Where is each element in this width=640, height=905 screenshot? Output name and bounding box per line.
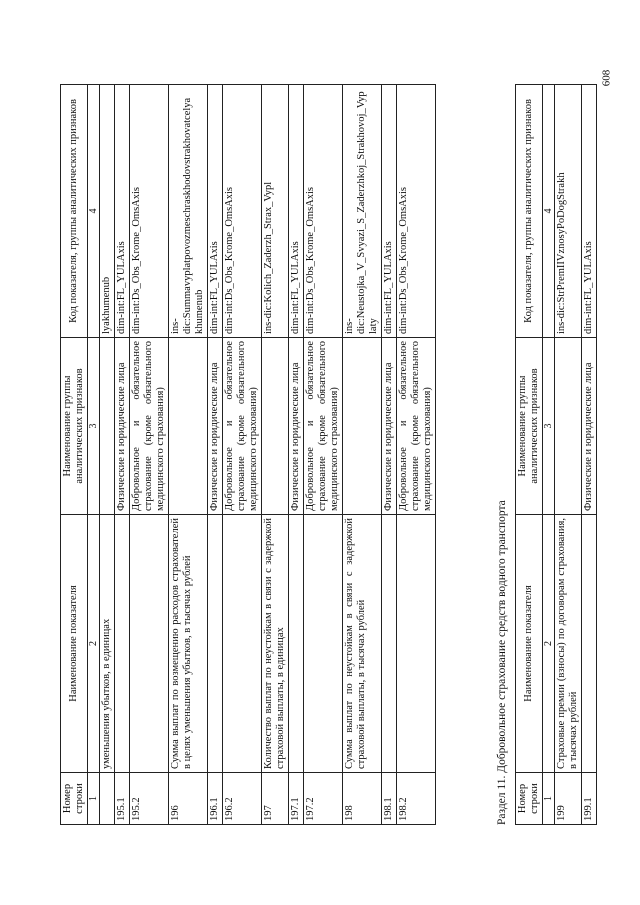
indicator-code: ins-dic:Kolich_Zaderzh_Strax_Vypl [262,85,289,338]
group-name: Добровольное и обязательное страхование (кроме обязательного медицинского страхования) [130,338,169,515]
indicator-name: уменьшения убытков, в единицах [100,515,115,773]
row-number: 196 [169,773,208,825]
column-number-row [88,85,100,825]
indicator-name: Сумма выплат по возмещению расходов страхователей в целях уменьшения убытков, в тысячах рублей [169,515,208,773]
row-number: 196.2 [223,773,262,825]
group-name: Добровольное и обязательное страхование (кроме обязательного медицинского страхования) [304,338,343,515]
indicators-table [60,84,436,825]
header-indicator-name: Наименование показателя [516,515,543,773]
header-code: Код показателя, группы аналитических признаков [516,85,543,338]
column-number: 4 [543,85,555,338]
indicator-code: dim-int:Ds_Obs_Krome_OmsAxis [397,85,436,338]
indicator-name: Количество выплат по неустойкам в связи с задержкой страховой выплаты, в единицах [262,515,289,773]
indicator-code: dim-int:FL_YULAxis [289,85,304,338]
group-name [100,338,115,515]
row-number: 195.2 [130,773,169,825]
indicator-code: dim-int:Ds_Obs_Krome_OmsAxis [130,85,169,338]
table-row [555,85,582,825]
group-name [343,338,382,515]
column-number: 4 [88,85,100,338]
group-name: Добровольное и обязательное страхование (кроме обязательного медицинского страхования) [223,338,262,515]
group-name [169,338,208,515]
indicator-code: dim-int:FL_YULAxis [582,85,597,338]
indicator-name [289,515,304,773]
group-name: Физические и юридические лица [582,338,597,515]
header-code: Код показателя, группы аналитических признаков [61,85,88,338]
table-row [100,85,115,825]
table-row [343,85,382,825]
indicator-code: ins-dic:Neustojka_V_Svyazi_S_Zaderzhkoj_Strakhovoj_Vyp laty [343,85,382,338]
indicator-code: ins-dic:StrPremIIVznosyPoDogStrakh [555,85,582,338]
column-number: 3 [88,338,100,515]
row-number: 197.2 [304,773,343,825]
group-name: Физические и юридические лица [382,338,397,515]
table-row [397,85,436,825]
table-row [382,85,397,825]
page-number: 608 [600,69,613,87]
column-number: 2 [88,515,100,773]
indicator-name [223,515,262,773]
indicator-name: Страховые премии (взносы) по договорам страхования, в тысячах рублей [555,515,582,773]
indicator-code: dim-int:FL_YULAxis [115,85,130,338]
row-number [100,773,115,825]
group-name: Добровольное и обязательное страхование (кроме обязательного медицинского страхования) [397,338,436,515]
header-group-name: Наименование группы аналитических признаков [61,338,88,515]
section-11-table [515,84,597,825]
table-row [304,85,343,825]
header-row-number: Номер строки [61,773,88,825]
column-number: 3 [543,338,555,515]
indicator-name: Сумма выплат по неустойкам в связи с задержкой страховой выплаты, в тысячах рублей [343,515,382,773]
row-number: 198 [343,773,382,825]
indicator-name [397,515,436,773]
row-number: 197.1 [289,773,304,825]
table-header-row [61,85,88,825]
row-number: 198.2 [397,773,436,825]
table-row [115,85,130,825]
rotated-sheet [60,65,594,825]
row-number: 198.1 [382,773,397,825]
group-name: Физические и юридические лица [208,338,223,515]
indicator-code: dim-int:Ds_Obs_Krome_OmsAxis [223,85,262,338]
table-row [262,85,289,825]
column-number: 1 [88,773,100,825]
table-row [289,85,304,825]
row-number: 199.1 [582,773,597,825]
group-name [262,338,289,515]
row-number: 196.1 [208,773,223,825]
table-row [130,85,169,825]
indicator-name [130,515,169,773]
header-row-number: Номер строки [516,773,543,825]
indicator-code: ins-dic:Summavyplatpovozmeschraskhodovstrakhovatcelya khumenub [169,85,208,338]
group-name: Физические и юридические лица [289,338,304,515]
indicator-name [382,515,397,773]
column-number: 2 [543,515,555,773]
group-name: Физические и юридические лица [115,338,130,515]
header-group-name: Наименование группы аналитических признаков [516,338,543,515]
indicator-name [582,515,597,773]
indicator-code: dim-int:FL_YULAxis [208,85,223,338]
section-title: Раздел 11. Добровольное страхование средств водного транспорта [496,500,508,825]
column-number: 1 [543,773,555,825]
indicator-name [115,515,130,773]
table-row [582,85,597,825]
indicator-name [208,515,223,773]
header-indicator-name: Наименование показателя [61,515,88,773]
indicator-code: dim-int:Ds_Obs_Krome_OmsAxis [304,85,343,338]
group-name [555,338,582,515]
table-header-row [516,85,543,825]
table-row [169,85,208,825]
table-row [223,85,262,825]
row-number: 195.1 [115,773,130,825]
indicator-name [304,515,343,773]
indicator-code: dim-int:FL_YULAxis [382,85,397,338]
indicator-code: lyakhumenub [100,85,115,338]
row-number: 199 [555,773,582,825]
column-number-row [543,85,555,825]
row-number: 197 [262,773,289,825]
table-row [208,85,223,825]
